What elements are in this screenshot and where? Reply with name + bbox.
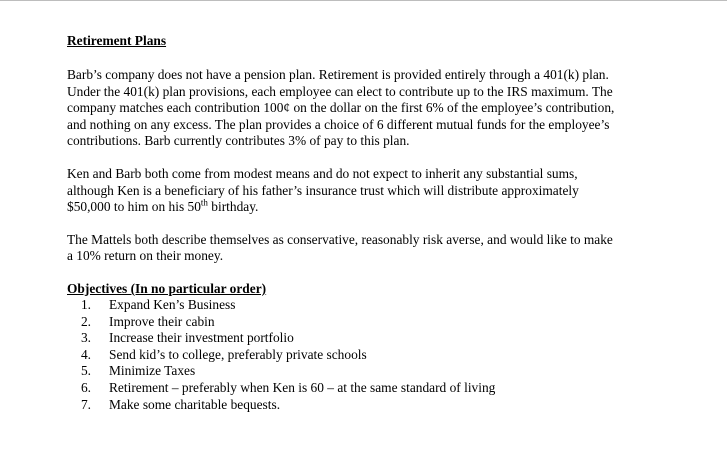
paragraph-line: a 10% return on their money. [67, 248, 224, 264]
list-item [67, 380, 667, 397]
list-item-text: Send kid’s to college, preferably private schools [109, 346, 367, 362]
ordinal-superscript: th [200, 197, 208, 208]
paragraph-line: although Ken is a beneficiary of his father’s insurance trust which will distribute approximately [67, 182, 579, 198]
birthday-text-after: birthday. [207, 199, 259, 215]
paragraph-line: company matches each contribution 100¢ on the dollar on the first 6% of the employee’s contribution, [67, 100, 615, 116]
list-number: 7. [80, 396, 91, 412]
paragraph-line: Under the 401(k) plan provisions, each employee can elect to contribute up to the IRS maximum. The [67, 83, 613, 99]
list-number: 3. [80, 330, 91, 346]
list-item [67, 363, 667, 380]
paragraph-pension [67, 67, 667, 150]
list-item [67, 314, 667, 331]
paragraph-line: Barb’s company does not have a pension plan. Retirement is provided entirely through a 401(k) plan. [67, 67, 609, 82]
objectives-list [67, 297, 667, 413]
list-number: 5. [80, 363, 91, 379]
paragraph-line: and nothing on any excess. The plan provides a choice of 6 different mutual funds for the employee’s [67, 116, 610, 132]
paragraph-line: The Mattels both describe themselves as conservative, reasonably risk averse, and would like to make [67, 231, 613, 247]
list-item [67, 347, 667, 364]
top-border-line [0, 0, 727, 1]
paragraph-line: Ken and Barb both come from modest means and do not expect to inherit any substantial sums, [67, 165, 578, 181]
list-number: 4. [80, 346, 91, 362]
list-number: 1. [80, 296, 91, 312]
document-page [67, 33, 667, 413]
list-item-text: Make some charitable bequests. [109, 396, 281, 412]
list-item-text: Improve their cabin [109, 313, 215, 329]
paragraph-line: contributions. Barb currently contributes 3% of pay to this plan. [67, 133, 410, 149]
list-item-text: Increase their investment portfolio [109, 330, 294, 346]
objectives-heading: Objectives (In no particular order) [67, 280, 267, 296]
list-item-text: Minimize Taxes [109, 363, 196, 379]
birthday-text-before: $50,000 to him on his 50 [67, 199, 201, 215]
document-title: Retirement Plans [67, 33, 167, 48]
list-number: 6. [80, 379, 91, 395]
list-item [67, 330, 667, 347]
paragraph-inheritance [67, 166, 667, 216]
list-item-text: Retirement – preferably when Ken is 60 – at the same standard of living [109, 379, 496, 395]
paragraph-risk-profile [67, 232, 667, 265]
list-number: 2. [80, 313, 91, 329]
list-item [67, 297, 667, 314]
paragraph-line-birthday [67, 199, 667, 216]
list-item [67, 397, 667, 414]
list-item-text: Expand Ken’s Business [109, 296, 236, 312]
